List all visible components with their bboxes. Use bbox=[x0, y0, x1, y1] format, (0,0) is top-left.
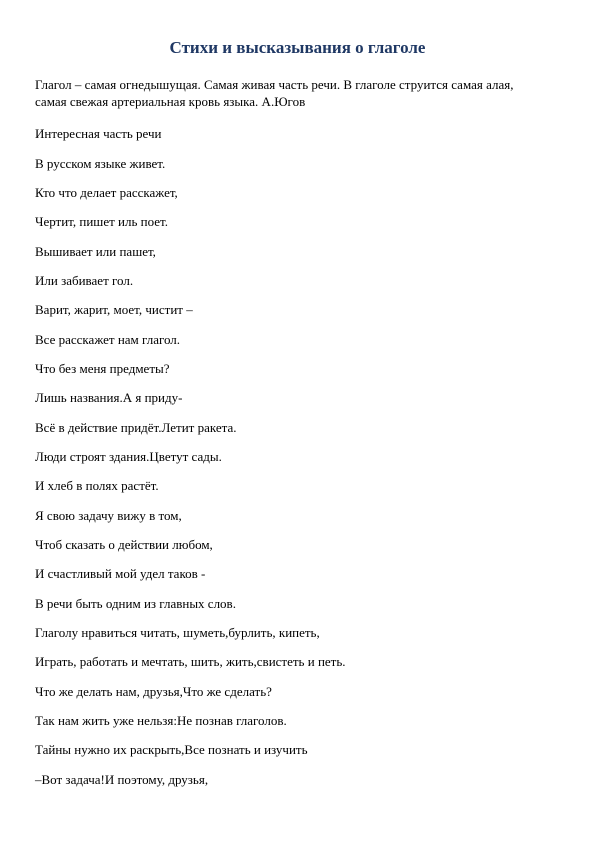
verse-line: Так нам жить уже нельзя:Не познав глаголов. bbox=[35, 713, 287, 728]
verse-line: Играть, работать и мечтать, шить, жить,свистеть и петь. bbox=[35, 654, 346, 669]
verse-line: И хлеб в полях растёт. bbox=[35, 478, 159, 493]
verse-line: В русском языке живет. bbox=[35, 156, 166, 171]
verse-line: Люди строят здания.Цветут сады. bbox=[35, 449, 222, 464]
intro-line: Глагол – самая огнедышущая. Самая живая часть речи. В глаголе струится самая алая, bbox=[35, 77, 514, 92]
verse-line: Чертит, пишет иль поет. bbox=[35, 214, 168, 229]
verse-line: Чтоб сказать о действии любом, bbox=[35, 537, 213, 552]
verse-line: –Вот задача!И поэтому, друзья, bbox=[35, 772, 209, 787]
verse-line: Все расскажет нам глагол. bbox=[35, 332, 181, 347]
intro-line: самая свежая артериальная кровь языка. А.Югов bbox=[35, 94, 306, 109]
verse-line: Я свою задачу вижу в том, bbox=[35, 508, 182, 523]
verse-line: Всё в действие придёт.Летит ракета. bbox=[35, 420, 237, 435]
verse-line: Варит, жарит, моет, чистит – bbox=[35, 302, 193, 317]
verse-line: Лишь названия.А я приду- bbox=[35, 390, 183, 405]
verse-line: Что же делать нам, друзья,Что же сделать? bbox=[35, 684, 272, 699]
verse-line: Вышивает или пашет, bbox=[35, 244, 156, 259]
verse-line: В речи быть одним из главных слов. bbox=[35, 596, 236, 611]
intro-quote bbox=[35, 76, 565, 110]
verse-line: Тайны нужно их раскрыть,Все познать и изучить bbox=[35, 742, 308, 757]
page-title: Стихи и высказывания о глаголе bbox=[169, 38, 426, 57]
verse-line: Что без меня предметы? bbox=[35, 361, 170, 376]
verse-line: Или забивает гол. bbox=[35, 273, 134, 288]
verse-line: И счастливый мой удел таков - bbox=[35, 566, 206, 581]
verse-line: Кто что делает расскажет, bbox=[35, 185, 178, 200]
verse-line: Интересная часть речи bbox=[35, 126, 162, 141]
verse-line: Глаголу нравиться читать, шуметь,бурлить, кипеть, bbox=[35, 625, 320, 640]
